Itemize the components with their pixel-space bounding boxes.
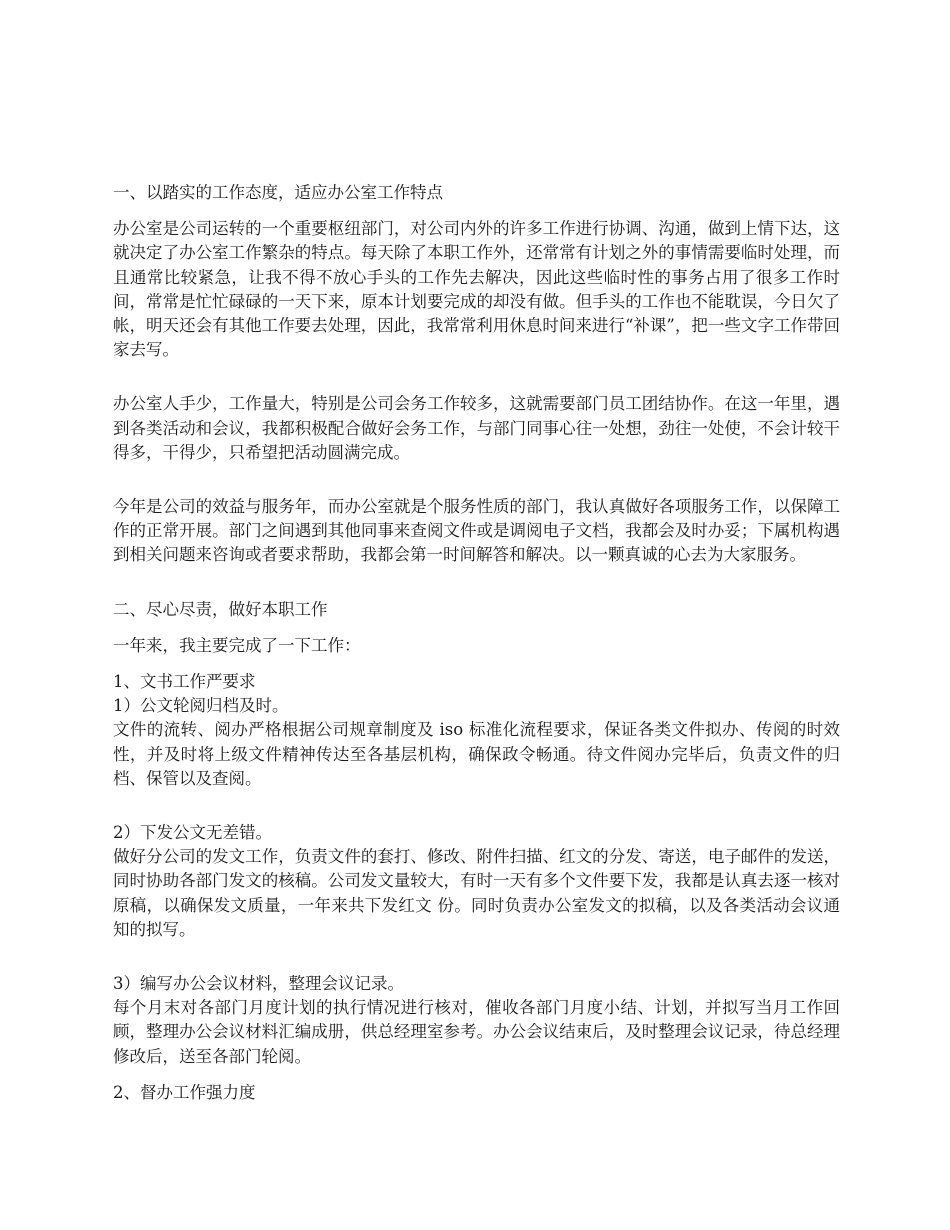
item-3-body: 每个月末对各部门月度计划的执行情况进行核对，催收各部门月度小结、计划，并拟写当月工作回顾，整理办公会议材料汇编成册，供总经理室参考。办公会议结束后，及时整理会议记录，待总经理修改后，送至各部门轮阅。 bbox=[113, 998, 840, 1066]
document-page bbox=[113, 181, 840, 1105]
paragraph-3: 今年是公司的效益与服务年，而办公室就是个服务性质的部门，我认真做好各项服务工作，以保障工作的正常开展。部门之间遇到其他同事来查阅文件或是调阅电子文档，我都会及时办妥；下属机构遇到相关问题来咨询或者要求帮助，我都会第一时间解答和解决。以一颗真诚的心去为大家服务。 bbox=[113, 497, 840, 565]
section-heading-1: 一、以踏实的工作态度，适应办公室工作特点 bbox=[113, 183, 443, 202]
item-1-title: 1）公文轮阅归档及时。 bbox=[113, 696, 289, 716]
item-3-title: 3）编写办公会议材料，整理会议记录。 bbox=[113, 974, 404, 994]
subsection-title-1: 1、文书工作严要求 bbox=[113, 672, 256, 692]
intro-line: 一年来，我主要完成了一下工作： bbox=[113, 635, 361, 655]
paragraph-1: 办公室是公司运转的一个重要枢纽部门，对公司内外的许多工作进行协调、沟通，做到上情下达，这就决定了办公室工作繁杂的特点。每天除了本职工作外，还常常有计划之外的事情需要临时处理，而且通常比较紧急，让我不得不放心手头的工作先去解决，因此这些临时性的事务占用了很多工作时间，常常是忙忙碌碌的一天下来，原本计划要完成的却没有做。但手头的工作也不能耽误，今日欠了帐，明天还会有其他工作要去处理，因此，我常常利用休息时间来进行“补课”，把一些文字工作带回家去写。 bbox=[113, 219, 840, 360]
section-heading-2: 二、尽心尽责，做好本职工作 bbox=[113, 599, 328, 619]
item-1-body: 文件的流转、阅办严格根据公司规章制度及 iso 标准化流程要求，保证各类文件拟办、传阅的时效性，并及时将上级文件精神传达至各基层机构，确保政令畅通。待文件阅办完毕后，负责文件的归档、保管以及查阅。 bbox=[113, 720, 840, 788]
paragraph-2: 办公室人手少，工作量大，特别是公司会务工作较多，这就需要部门员工团结协作。在这一年里，遇到各类活动和会议，我都积极配合做好会务工作，与部门同事心往一处想，劲往一处使，不会计较干得多，干得少，只希望把活动圆满完成。 bbox=[113, 394, 840, 462]
subsection-title-2: 2、督办工作强力度 bbox=[113, 1082, 256, 1102]
item-2-body: 做好分公司的发文工作，负责文件的套打、修改、附件扫描、红文的分发、寄送，电子邮件的发送，同时协助各部门发文的核稿。公司发文量较大，有时一天有多个文件要下发，我都是认真去逐一核对原稿，以确保发文质量，一年来共下发红文 份。同时负责办公室发文的拟稿，以及各类活动会议通知的拟写。 bbox=[113, 847, 840, 939]
item-2-title: 2）下发公文无差错。 bbox=[113, 823, 272, 843]
